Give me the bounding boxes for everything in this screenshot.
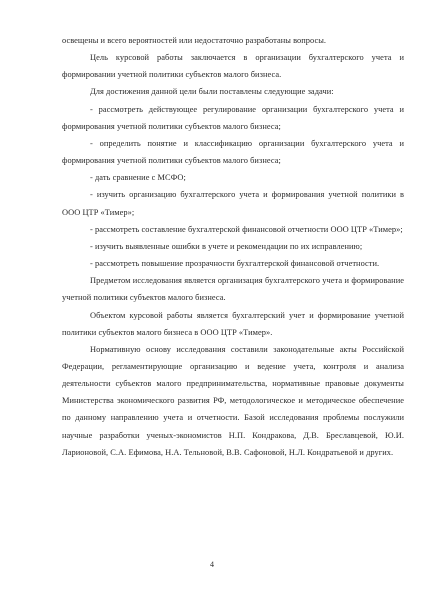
task-item: - изучить выявленные ошибки в учете и рекомендации по их исправлению; <box>90 241 363 251</box>
document-body <box>62 32 404 461</box>
paragraph-regulatory-basis: Нормативную основу исследования составили законодательные акты Российской Федерации, регламентирующие организацию и ведение учета, контроля и анализа деятельности субъектов малого предпринимательства, нормативные правовые документы Министерства экономического развития РФ, методологическое и методическое обеспечение по данному направлению учета и отчетности. Базой исследования проблемы послужили научные разработки ученых-экономистов Н.П. Кондракова, Д.В. Бреславцевой, Ю.И. Ларионовой, С.А. Ефимова, Н.А. Тельновой, В.В. Сафоновой, Н.Л. Кондратьевой и других. <box>62 344 404 457</box>
page-number: 4 <box>210 560 214 569</box>
paragraph-tasks-intro: Для достижения данной цели были поставлены следующие задачи: <box>90 87 334 97</box>
paragraph-object: Объектом курсовой работы является бухгалтерский учет и формирование учетной политики субъектов малого бизнеса в ООО ЦТР «Тимер». <box>62 310 404 337</box>
task-item: - дать сравнение с МСФО; <box>90 173 186 183</box>
task-item: - рассмотреть действующее регулирование организации бухгалтерского учета и формирования учетной политики субъектов малого бизнеса; <box>62 104 404 131</box>
task-item: - изучить организацию бухгалтерского учета и формирования учетной политики в ООО ЦТР «Тимер»; <box>62 190 404 217</box>
task-item: - определить понятие и классификацию организации бухгалтерского учета и формирования учетной политики субъектов малого бизнеса; <box>62 138 404 166</box>
paragraph-goal: Цель курсовой работы заключается в организации бухгалтерского учета и формировании учетной политики субъектов малого бизнеса. <box>62 53 404 80</box>
paragraph-subject: Предметом исследования является организация бухгалтерского учета и формирование учетной политики субъектов малого бизнеса. <box>62 276 404 303</box>
paragraph-continuation: освещены и всего вероятностей или недостаточно разработаны вопросы. <box>62 36 327 45</box>
task-item: - рассмотреть составление бухгалтерской финансовой отчетности ООО ЦТР «Тимер»; <box>90 224 403 234</box>
task-item: - рассмотреть повышение прозрачности бухгалтерской финансовой отчетности. <box>90 259 380 269</box>
